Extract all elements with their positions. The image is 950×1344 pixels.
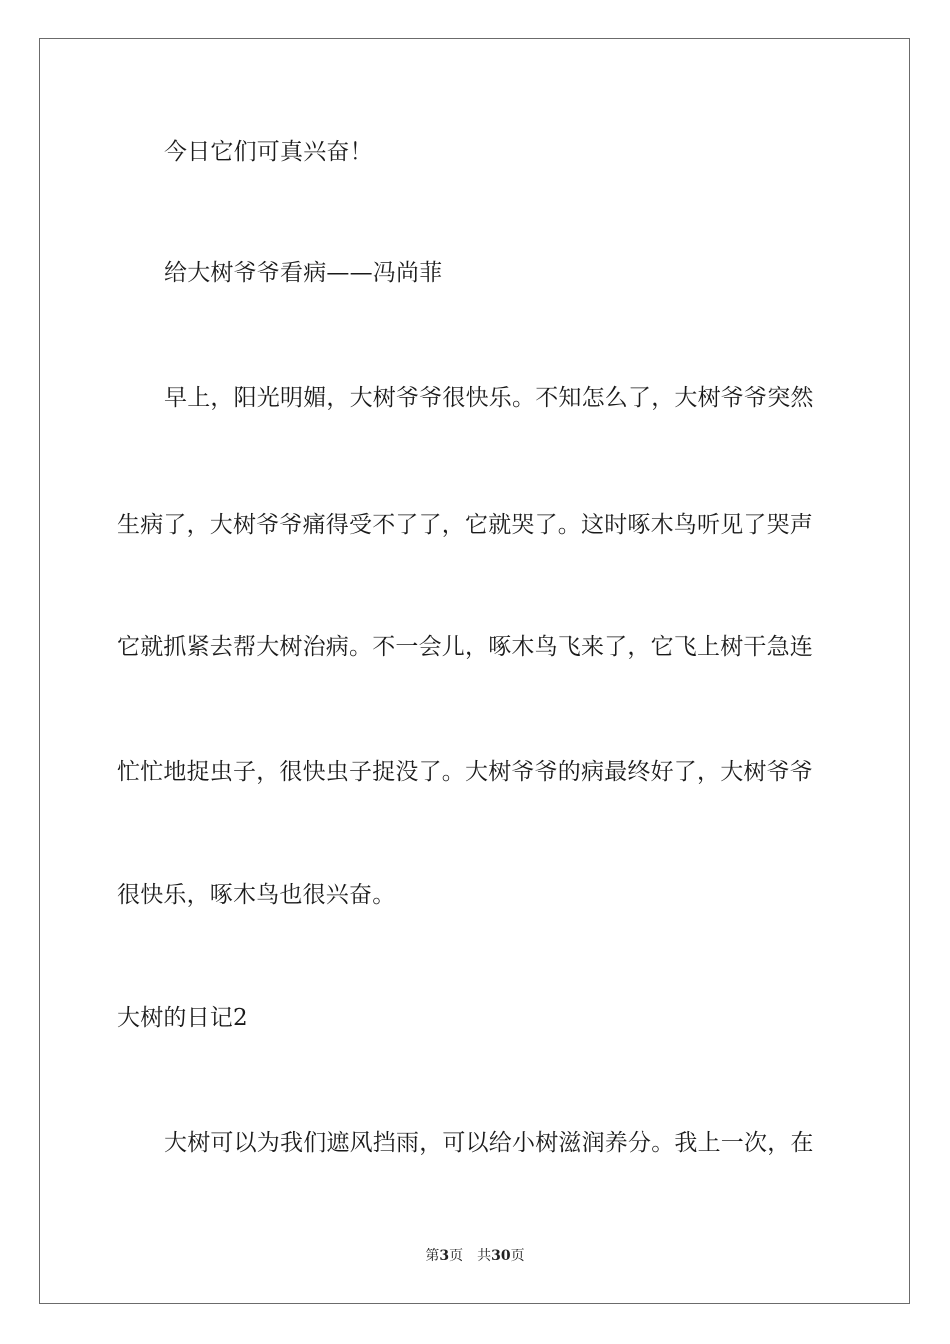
footer-total-pages: 30 [491,1248,511,1264]
paragraph-line-7: 很快乐，啄木鸟也很兴奋。 [117,882,396,908]
page-border [39,38,910,1304]
footer-total-prefix: 共 [477,1248,492,1264]
footer-page-number: 3 [439,1248,450,1264]
paragraph-line-9: 大树可以为我们遮风挡雨，可以给小树滋润养分。我上一次，在 [164,1130,814,1156]
footer-total-suffix: 页 [510,1248,525,1264]
footer-page-prefix: 第 [425,1248,440,1264]
paragraph-line-1: 今日它们可真兴奋！ [164,139,373,165]
footer-page-suffix: 页 [449,1248,464,1264]
section-title-line: 给大树爷爷看病——冯尚菲 [164,260,443,286]
paragraph-line-3: 早上，阳光明媚，大树爷爷很快乐。不知怎么了，大树爷爷突然 [164,385,814,411]
paragraph-line-6: 忙忙地捉虫子，很快虫子捉没了。大树爷爷的病最终好了，大树爷爷 [117,759,813,785]
heading-diary-2: 大树的日记2 [117,1005,248,1031]
paragraph-line-5: 它就抓紧去帮大树治病。不一会儿，啄木鸟飞来了，它飞上树干急连 [117,634,813,660]
paragraph-line-4: 生病了，大树爷爷痛得受不了了，它就哭了。这时啄木鸟听见了哭声 [117,512,813,538]
page-footer [0,1246,950,1266]
